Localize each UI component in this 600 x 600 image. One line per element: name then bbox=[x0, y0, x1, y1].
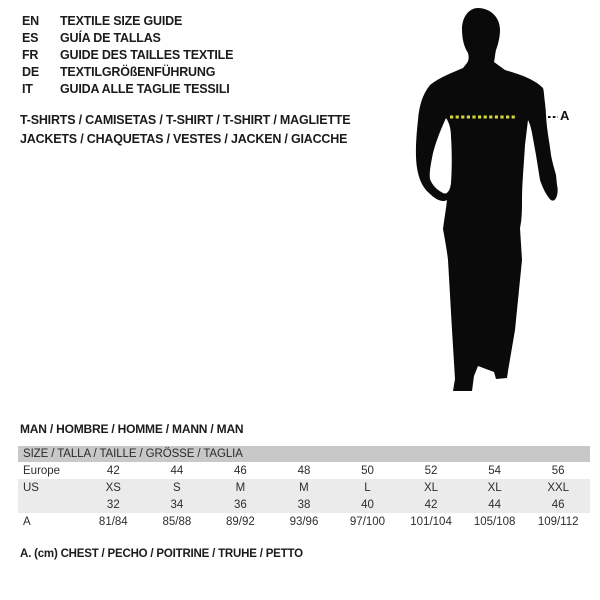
table-cell: XL bbox=[463, 479, 527, 496]
language-code: DE bbox=[22, 65, 39, 79]
table-cell: L bbox=[336, 479, 400, 496]
table-cell: 32 bbox=[82, 496, 146, 513]
language-row bbox=[22, 47, 233, 64]
category-line-jackets: JACKETS / CHAQUETAS / VESTES / JACKEN / GIACCHE bbox=[20, 131, 348, 146]
row-label: Europe bbox=[23, 464, 61, 477]
category-line-tshirts: T-SHIRTS / CAMISETAS / T-SHIRT / T-SHIRT / MAGLIETTE bbox=[20, 113, 351, 127]
category-lines bbox=[20, 111, 350, 148]
man-standing-silhouette-icon bbox=[412, 5, 572, 397]
language-row bbox=[22, 13, 233, 30]
size-table-header: SIZE / TALLA / TAILLE / GRÖSSE / TAGLIA bbox=[18, 446, 590, 462]
table-cell: M bbox=[272, 479, 336, 496]
table-cell: 38 bbox=[272, 496, 336, 513]
language-code: EN bbox=[22, 14, 39, 28]
table-cell: 89/92 bbox=[226, 515, 255, 528]
table-row-europe bbox=[18, 462, 590, 479]
table-cell: XXL bbox=[526, 479, 590, 496]
table-cell: 85/88 bbox=[162, 515, 192, 528]
language-row bbox=[22, 64, 233, 81]
row-label bbox=[18, 496, 82, 513]
table-row-chest-a bbox=[18, 513, 590, 530]
size-table-header-row bbox=[18, 446, 590, 462]
table-cell: 81/84 bbox=[98, 515, 128, 528]
footnote-chest-measure: A. (cm) CHEST / PECHO / POITRINE / TRUHE / PETTO bbox=[20, 548, 303, 560]
table-cell: M bbox=[209, 479, 273, 496]
table-cell: 48 bbox=[297, 464, 311, 477]
table-cell: 56 bbox=[551, 464, 565, 477]
table-row-us bbox=[18, 479, 590, 496]
row-label: US bbox=[18, 479, 82, 496]
table-cell: 50 bbox=[361, 464, 374, 477]
row-label: A bbox=[23, 515, 31, 528]
language-row bbox=[22, 81, 233, 98]
table-cell: 44 bbox=[170, 464, 184, 477]
silhouette-body bbox=[416, 8, 558, 391]
language-label: TEXTILGRÖßENFÜHRUNG bbox=[60, 65, 216, 79]
measurement-label-a: A bbox=[560, 108, 570, 123]
table-cell: 46 bbox=[526, 496, 590, 513]
language-list bbox=[22, 13, 233, 98]
table-cell: 93/96 bbox=[289, 515, 319, 528]
language-label: GUÍA DE TALLAS bbox=[60, 31, 161, 45]
table-cell: 34 bbox=[145, 496, 209, 513]
table-cell: 44 bbox=[463, 496, 527, 513]
language-code: IT bbox=[22, 82, 33, 96]
table-cell: 97/100 bbox=[349, 515, 386, 528]
table-cell: 42 bbox=[399, 496, 463, 513]
size-table bbox=[18, 446, 590, 530]
table-cell: 40 bbox=[336, 496, 400, 513]
table-cell: XL bbox=[399, 479, 463, 496]
table-cell: 101/104 bbox=[410, 515, 452, 528]
table-cell: 105/108 bbox=[473, 515, 516, 528]
table-cell: 52 bbox=[424, 464, 438, 477]
language-code: FR bbox=[22, 48, 39, 62]
table-row-numeric bbox=[18, 496, 590, 513]
language-row bbox=[22, 30, 233, 47]
table-cell: 46 bbox=[234, 464, 247, 477]
language-label: TEXTILE SIZE GUIDE bbox=[60, 14, 183, 28]
section-title-man: MAN / HOMBRE / HOMME / MANN / MAN bbox=[20, 422, 244, 436]
language-code: ES bbox=[22, 31, 39, 45]
table-cell: 54 bbox=[488, 464, 501, 477]
table-cell: XS bbox=[82, 479, 146, 496]
table-cell: 109/112 bbox=[537, 515, 579, 528]
language-label: GUIDA ALLE TAGLIE TESSILI bbox=[60, 82, 230, 96]
language-label: GUIDE DES TAILLES TEXTILE bbox=[60, 48, 234, 62]
table-cell: S bbox=[145, 479, 209, 496]
table-cell: 36 bbox=[209, 496, 273, 513]
table-cell: 42 bbox=[106, 464, 120, 477]
